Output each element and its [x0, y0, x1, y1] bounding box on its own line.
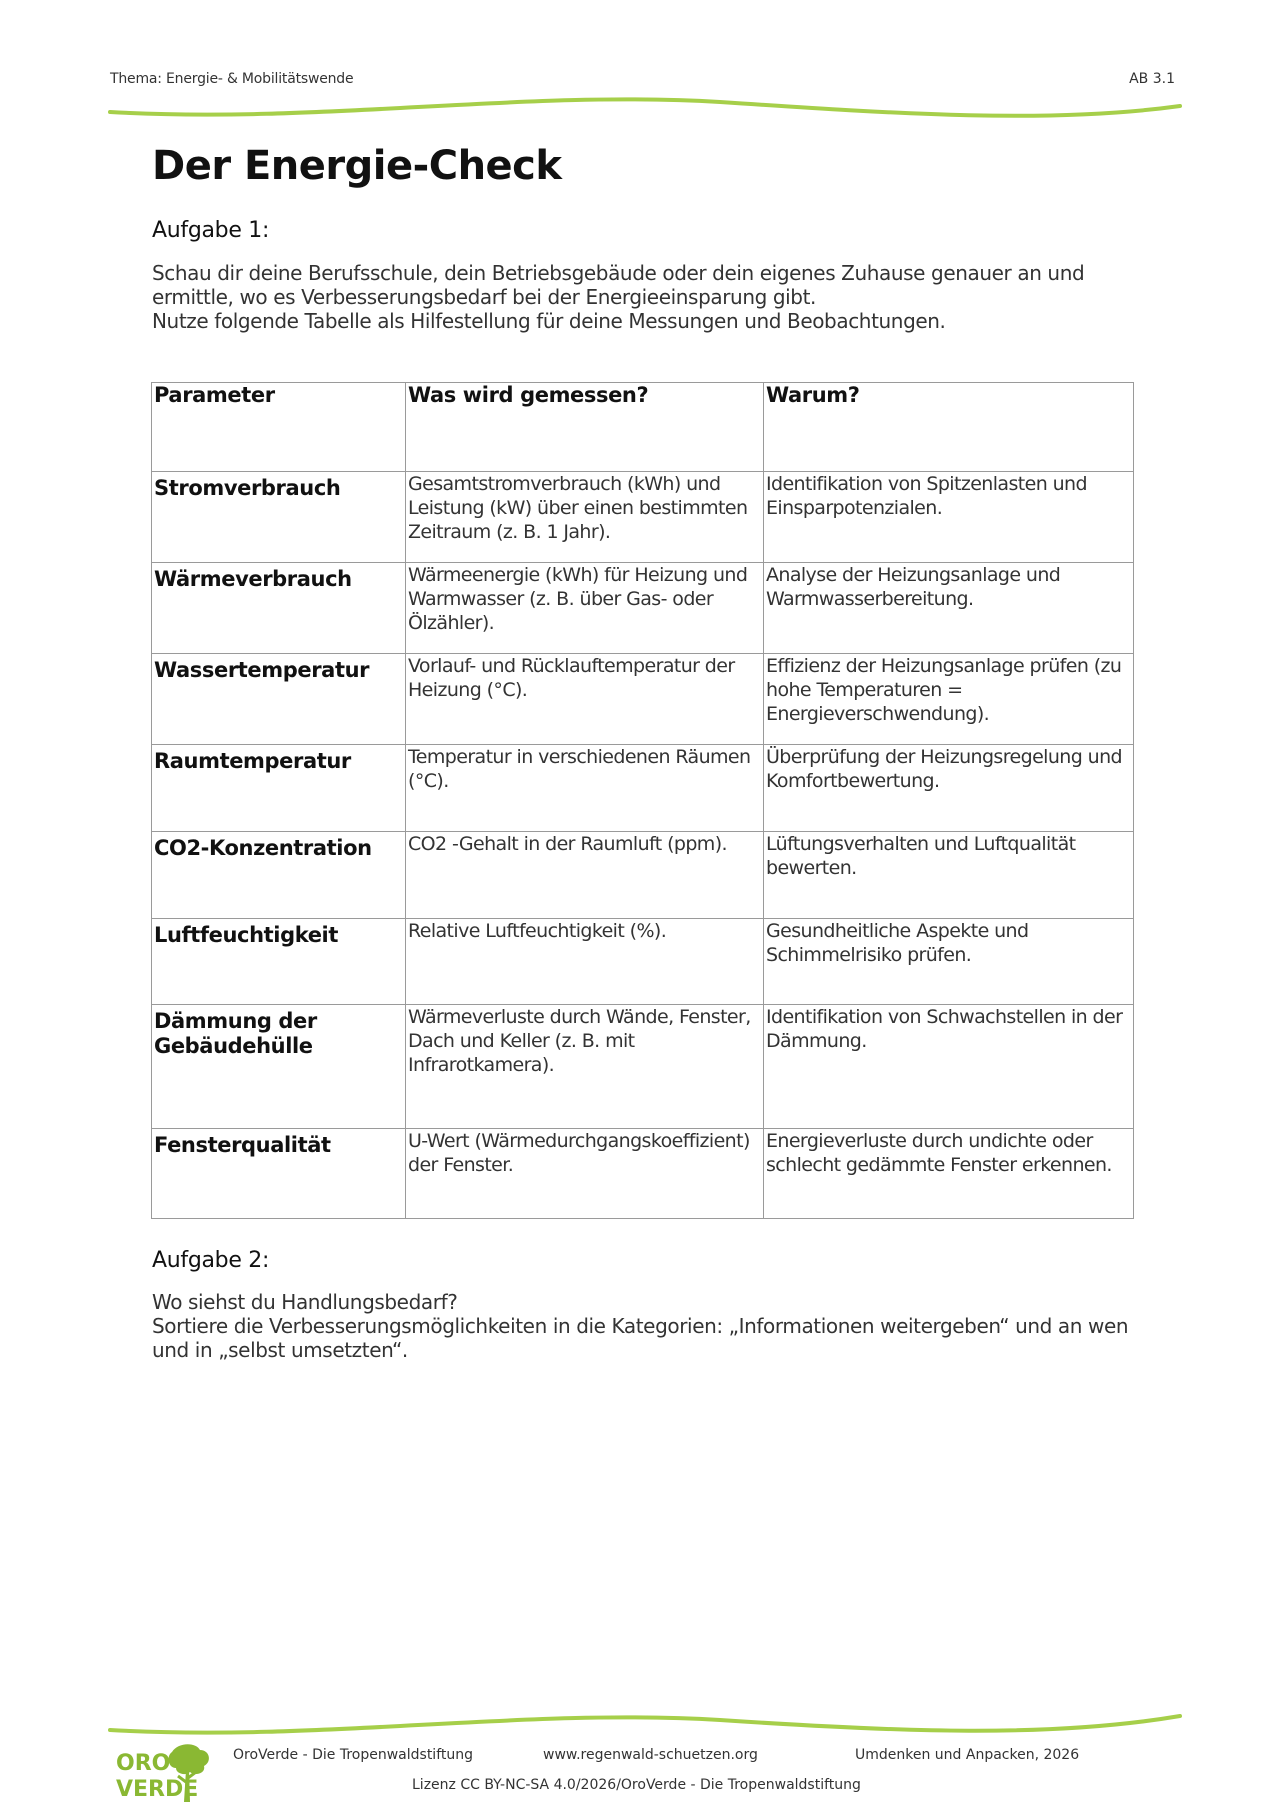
table-row	[152, 563, 1134, 654]
row-what: Wärmeenergie (kWh) für Heizung und Warmwasser (z. B. über Gas- oder Ölzähler).	[406, 563, 764, 654]
header-topic: Thema: Energie- & Mobilitätswende	[110, 71, 354, 87]
table-row	[152, 1129, 1134, 1219]
table-row	[152, 654, 1134, 745]
column-header-why: Warum?	[764, 383, 1134, 472]
energy-check-table	[151, 382, 1134, 1219]
page-title: Der Energie-Check	[152, 143, 562, 189]
row-parameter: CO2-Konzentration	[152, 832, 406, 919]
row-why: Identifikation von Schwachstellen in der Dämmung.	[764, 1005, 1134, 1129]
logo-text-bottom: VERDE	[116, 1777, 199, 1802]
table-row	[152, 745, 1134, 832]
task2-line: Wo siehst du Handlungsbedarf?	[152, 1290, 458, 1314]
row-what: Vorlauf- und Rücklauftemperatur der Heizung (°C).	[406, 654, 764, 745]
header-wave-divider	[0, 92, 1280, 132]
row-what: CO2 -Gehalt in der Raumluft (ppm).	[406, 832, 764, 919]
task1-line: Schau dir deine Berufsschule, dein Betriebsgebäude oder dein eigenes Zuhause genauer an und	[152, 261, 1085, 285]
table-row	[152, 1005, 1134, 1129]
row-why: Effizienz der Heizungsanlage prüfen (zu hohe Temperaturen = Energieverschwendung).	[764, 654, 1134, 745]
footer-series: Umdenken und Anpacken, 2026	[855, 1747, 1080, 1763]
column-header-parameter: Parameter	[152, 383, 406, 472]
row-parameter: Wassertemperatur	[152, 654, 406, 745]
task2-text	[152, 1290, 1129, 1362]
row-what: Gesamtstromverbrauch (kWh) und Leistung (kW) über einen bestimmten Zeitraum (z. B. 1 Jahr).	[406, 472, 764, 563]
worksheet-code: AB 3.1	[1129, 71, 1175, 87]
task1-line: Nutze folgende Tabelle als Hilfestellung für deine Messungen und Beobachtungen.	[152, 309, 946, 333]
row-why: Überprüfung der Heizungsregelung und Komfortbewertung.	[764, 745, 1134, 832]
row-what: Relative Luftfeuchtigkeit (%).	[406, 919, 764, 1005]
logo-text-top: ORO	[116, 1751, 171, 1776]
footer-website: www.regenwald-schuetzen.org	[543, 1747, 758, 1763]
task1-line: ermittle, wo es Verbesserungsbedarf bei der Energieeinsparung gibt.	[152, 285, 816, 309]
table-row	[152, 472, 1134, 563]
row-what: Wärmeverluste durch Wände, Fenster, Dach und Keller (z. B. mit Infrarotkamera).	[406, 1005, 764, 1129]
row-why: Energieverluste durch undichte oder schlecht gedämmte Fenster erkennen.	[764, 1129, 1134, 1219]
row-parameter: Raumtemperatur	[152, 745, 406, 832]
task2-heading: Aufgabe 2:	[152, 1248, 270, 1273]
task2-line: Sortiere die Verbesserungsmöglichkeiten in die Kategorien: „Informationen weitergeben“ und an wen	[152, 1314, 1129, 1338]
row-why: Analyse der Heizungsanlage und Warmwasserbereitung.	[764, 563, 1134, 654]
table-header-row	[152, 383, 1134, 472]
row-parameter: Dämmung der Gebäudehülle	[152, 1005, 406, 1129]
footer-license: Lizenz CC BY-NC-SA 4.0/2026/OroVerde - Die Tropenwaldstiftung	[412, 1777, 861, 1793]
footer-org: OroVerde - Die Tropenwaldstiftung	[233, 1747, 473, 1763]
row-why: Gesundheitliche Aspekte und Schimmelrisiko prüfen.	[764, 919, 1134, 1005]
row-parameter: Fensterqualität	[152, 1129, 406, 1219]
table-row	[152, 919, 1134, 1005]
task1-heading: Aufgabe 1:	[152, 218, 270, 243]
row-why: Identifikation von Spitzenlasten und Einsparpotenzialen.	[764, 472, 1134, 563]
task1-text	[152, 261, 1112, 333]
task2-line: und in „selbst umsetzten“.	[152, 1338, 408, 1362]
row-why: Lüftungsverhalten und Luftqualität bewerten.	[764, 832, 1134, 919]
tree-logo-icon	[114, 1742, 214, 1804]
row-parameter: Wärmeverbrauch	[152, 563, 406, 654]
oroverde-logo	[114, 1742, 214, 1808]
table-row	[152, 832, 1134, 919]
row-what: U-Wert (Wärmedurchgangskoeffizient) der Fenster.	[406, 1129, 764, 1219]
row-parameter: Stromverbrauch	[152, 472, 406, 563]
row-what: Temperatur in verschiedenen Räumen (°C).	[406, 745, 764, 832]
row-parameter: Luftfeuchtigkeit	[152, 919, 406, 1005]
column-header-what: Was wird gemessen?	[406, 383, 764, 472]
